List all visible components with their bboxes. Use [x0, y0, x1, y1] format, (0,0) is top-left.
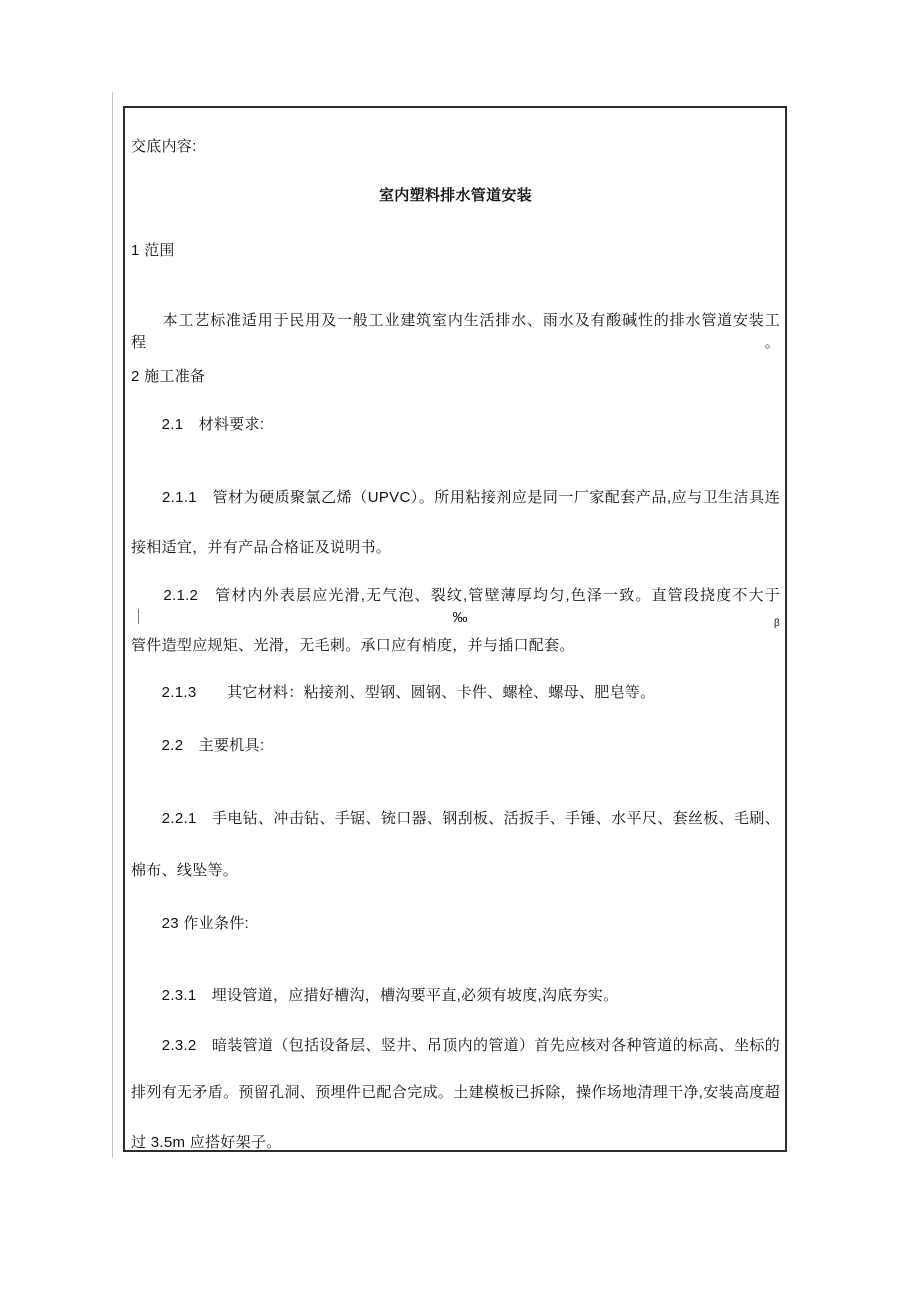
- para-2-1-2-subscript: β: [773, 618, 780, 629]
- doc-title: 室内塑料排水管道安装: [378, 187, 532, 204]
- para-scope: 本工艺标准适用于民用及一般工业建筑室内生活排水、雨水及有酸碱性的排水管道安装工程。: [131, 312, 780, 351]
- section-1-heading: 1 范围: [131, 242, 175, 259]
- para-2-1-1-line1: 2.1.1 管材为硬质聚氯乙烯（UPVC）。所用粘接剂应是同一厂家配套产品,应与卫生洁具连: [131, 489, 780, 506]
- heading-2-3: 23 作业条件:: [131, 915, 250, 932]
- page-edge-line: [112, 92, 113, 1158]
- para-2-1-2-line1: [131, 585, 780, 629]
- para-2-2-1-line1: 2.2.1 手电钻、冲击钻、手锯、铳口器、钢刮板、活扳手、手锤、水平尺、套丝板、毛刷、: [131, 810, 780, 827]
- para-2-3-2-line3: 过 3.5m 应搭好架子。: [131, 1134, 282, 1151]
- para-2-3-1: 2.3.1 埋设管道，应措好槽沟，槽沟要平直,必须有坡度,沟底夯实。: [131, 987, 619, 1004]
- para-2-3-2-line1: 2.3.2 暗装管道（包括设备层、竖井、吊顶内的管道）首先应核对各种管道的标高、坐标的: [131, 1037, 780, 1054]
- para-2-1-3: 2.1.3 其它材料：粘接剂、型钢、圆钢、卡件、螺栓、螺母、肥皂等。: [131, 684, 656, 701]
- section-2-heading: 2 施工准备: [131, 368, 206, 385]
- heading-2-1: 2.1 材料要求:: [131, 416, 265, 433]
- disclosure-label: 交底内容:: [131, 138, 197, 155]
- disclosure-content-cell: [123, 106, 787, 1152]
- para-2-1-1-line2: 接相适宜，并有产品合格证及说明书。: [131, 539, 392, 556]
- para-2-2-1-line2: 棉布、线坠等。: [131, 862, 239, 879]
- para-2-1-2-line2: 管件造型应规矩、光滑，无毛刺。承口应有梢度，并与插口配套。: [131, 637, 575, 654]
- para-2-3-2-line2: 排列有无矛盾。预留孔洞、预埋件已配合完成。土建模板已拆除，操作场地清理干净,安装高度超: [131, 1084, 780, 1101]
- heading-2-2: 2.2 主要机具:: [131, 737, 265, 754]
- para-2-1-2-text: 2.1.2 管材内外表层应光滑,无气泡、裂纹,管壁薄厚均匀,色泽一致。直管段挠度不大于｜‰: [131, 587, 780, 626]
